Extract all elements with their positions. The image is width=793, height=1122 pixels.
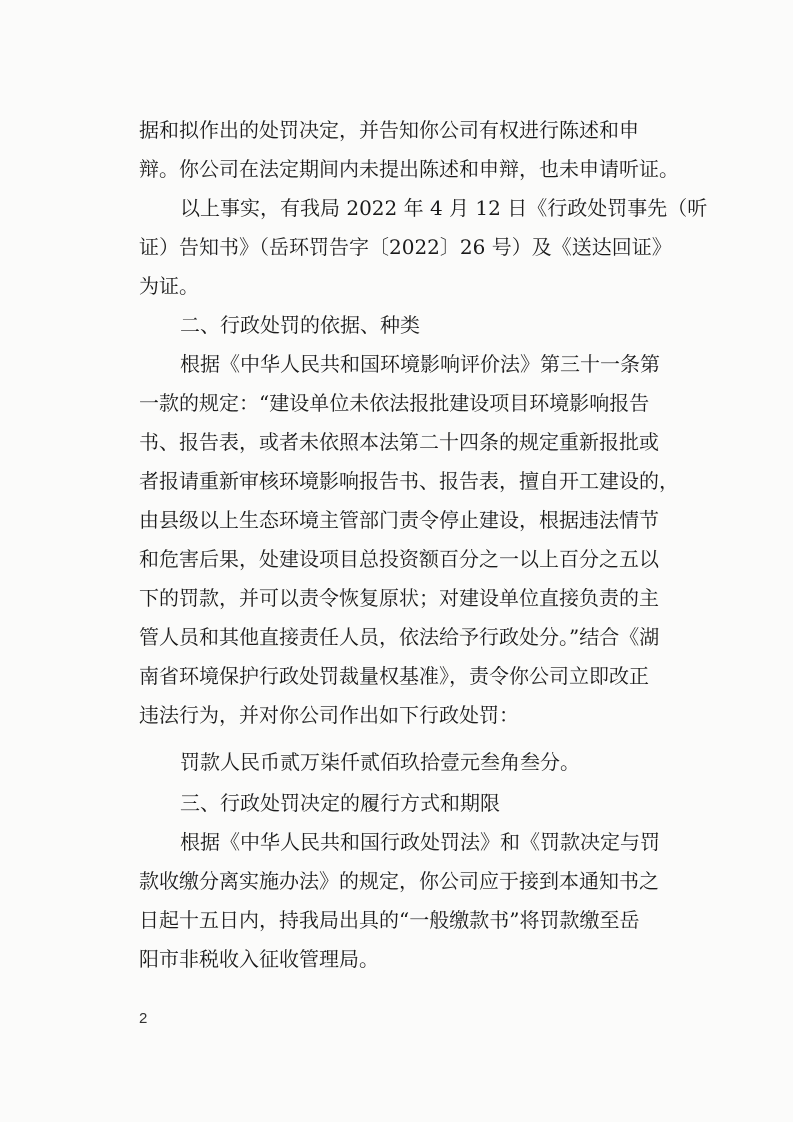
text-line: 下的罚款，并可以责令恢复原状；对建设单位直接负责的主	[139, 586, 659, 610]
text-line: 以上事实，有我局 2022 年 4 月 12 日《行政处罚事先（听	[180, 196, 708, 220]
text-line: 管人员和其他直接责任人员，依法给予行政处分。”结合《湖	[139, 625, 660, 649]
text-line: 一款的规定：“建设单位未依法报批建设项目环境影响报告	[139, 391, 650, 415]
text-line: 违法行为，并对你公司作出如下行政处罚：	[139, 703, 519, 727]
text-line: 书、报告表，或者未依照本法第二十四条的规定重新报批或	[139, 430, 659, 454]
text-line: 证）告知书》（岳环罚告字〔2022〕26 号）及《送达回证》	[139, 235, 672, 259]
penalty-amount: 罚款人民币贰万柒仟贰佰玖拾壹元叁角叁分。	[180, 750, 580, 774]
text-line: 根据《中华人民共和国环境影响评价法》第三十一条第	[180, 352, 660, 376]
text-line: 据和拟作出的处罚决定，并告知你公司有权进行陈述和申	[139, 118, 639, 142]
text-line: 南省环境保护行政处罚裁量权基准》，责令你公司立即改正	[139, 664, 649, 688]
text-line: 日起十五日内，持我局出具的“一般缴款书”将罚款缴至岳	[139, 908, 640, 932]
text-line: 根据《中华人民共和国行政处罚法》和《罚款决定与罚	[180, 830, 660, 854]
text-line: 阳市非税收入征收管理局。	[139, 947, 379, 971]
text-line: 者报请重新审核环境影响报告书、报告表，擅自开工建设的，	[139, 469, 679, 493]
section-heading: 三、行政处罚决定的履行方式和期限	[180, 791, 500, 815]
section-heading: 二、行政处罚的依据、种类	[180, 313, 420, 337]
text-line: 和危害后果，处建设项目总投资额百分之一以上百分之五以	[139, 547, 659, 571]
text-line: 为证。	[139, 274, 199, 298]
text-line: 由县级以上生态环境主管部门责令停止建设，根据违法情节	[139, 508, 659, 532]
text-line: 款收缴分离实施办法》的规定，你公司应于接到本通知书之	[139, 869, 659, 893]
text-line: 辩。你公司在法定期间内未提出陈述和申辩，也未申请听证。	[139, 157, 679, 181]
page-number: 2	[139, 1010, 148, 1027]
